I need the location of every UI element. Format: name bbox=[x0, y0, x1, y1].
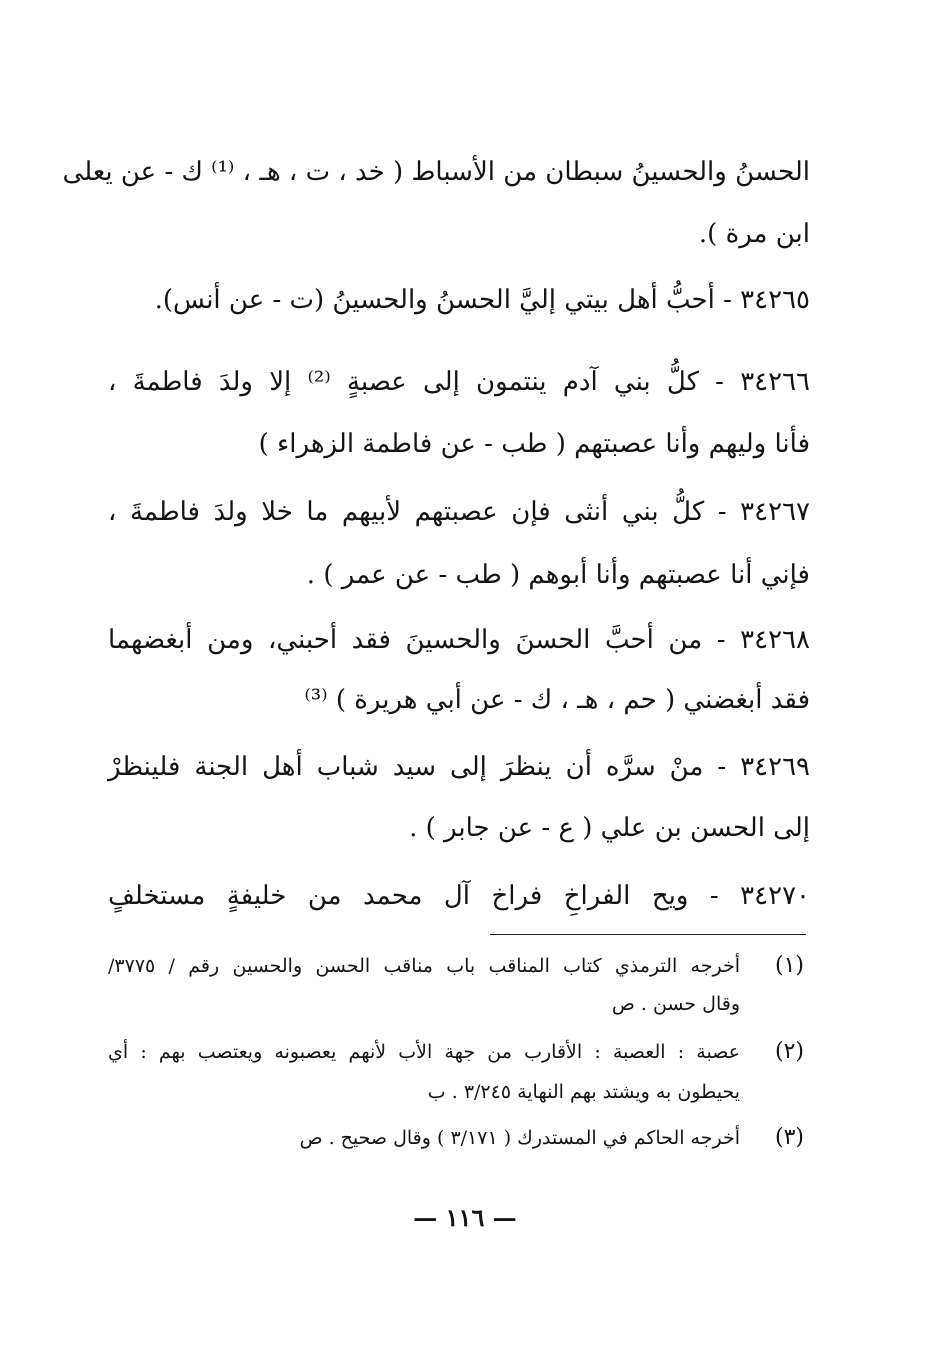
page-number: — ١١٦ — bbox=[413, 1203, 517, 1232]
footnote-marker: (٣) bbox=[774, 1125, 804, 1150]
body-line: ابن مرة ). bbox=[698, 219, 810, 249]
hadith-34268: ٣٤٢٦٨ - من أحبَّ الحسنَ والحسينَ فقد أحبني، ومن أبغضهما bbox=[108, 625, 810, 655]
footnote-separator bbox=[490, 934, 806, 935]
hadith-34265: ٣٤٢٦٥ - أحبُّ أهل بيتي إليَّ الحسنُ والحسينُ (ت - عن أنس). bbox=[154, 285, 810, 315]
body-line: فأنا وليهم وأنا عصبتهم ( طب - عن فاطمة الزهراء ) bbox=[258, 429, 810, 459]
body-line: إلى الحسن بن علي ( ع - عن جابر ) . bbox=[409, 813, 810, 843]
hadith-34270: ٣٤٢٧٠ - ويح الفراخِ فراخ آل محمد من خليفةٍ مستخلفٍ bbox=[108, 881, 810, 911]
footnote-marker: (٢) bbox=[774, 1039, 804, 1064]
body-line: فقد أبغضني ( حم ، هـ ، ك - عن أبي هريرة ) ⁽³⁾ bbox=[304, 685, 810, 715]
footnote-line: أخرجه الترمذي كتاب المناقب باب مناقب الحسن والحسين رقم / ٣٧٧٥/ bbox=[108, 955, 740, 977]
body-line: فإني أنا عصبتهم وأنا أبوهم ( طب - عن عمر ) . bbox=[306, 560, 810, 590]
footnote-line: وقال حسن . ص bbox=[611, 993, 740, 1015]
hadith-34269: ٣٤٢٦٩ - منْ سرَّه أن ينظرَ إلى سيد شباب أهل الجنة فلينظرْ bbox=[108, 752, 810, 782]
footnote-line: يحيطون به ويشتد بهم النهاية ٣/٢٤٥ . ب bbox=[427, 1081, 740, 1103]
hadith-34267: ٣٤٢٦٧ - كلُّ بني أنثى فإن عصبتهم لأبيهم ما خلا ولدَ فاطمةَ ، bbox=[108, 497, 810, 527]
hadith-34266: ٣٤٢٦٦ - كلُّ بني آدم ينتمون إلى عصبةٍ ⁽²⁾ إلا ولدَ فاطمةَ ، bbox=[108, 367, 811, 397]
footnote-marker: (١) bbox=[774, 953, 804, 978]
body-line: الحسنُ والحسينُ سبطان من الأسباط ( خد ، ت ، هـ ، ⁽¹⁾ ك - عن يعلى bbox=[62, 157, 810, 187]
footnote-line: عصبة : العصبة : الأقارب من جهة الأب لأنهم يعصبونه ويعتصب بهم : أي bbox=[108, 1041, 740, 1063]
footnote-line: أخرجه الحاكم في المستدرك ( ٣/١٧١ ) وقال صحيح . ص bbox=[299, 1127, 740, 1149]
